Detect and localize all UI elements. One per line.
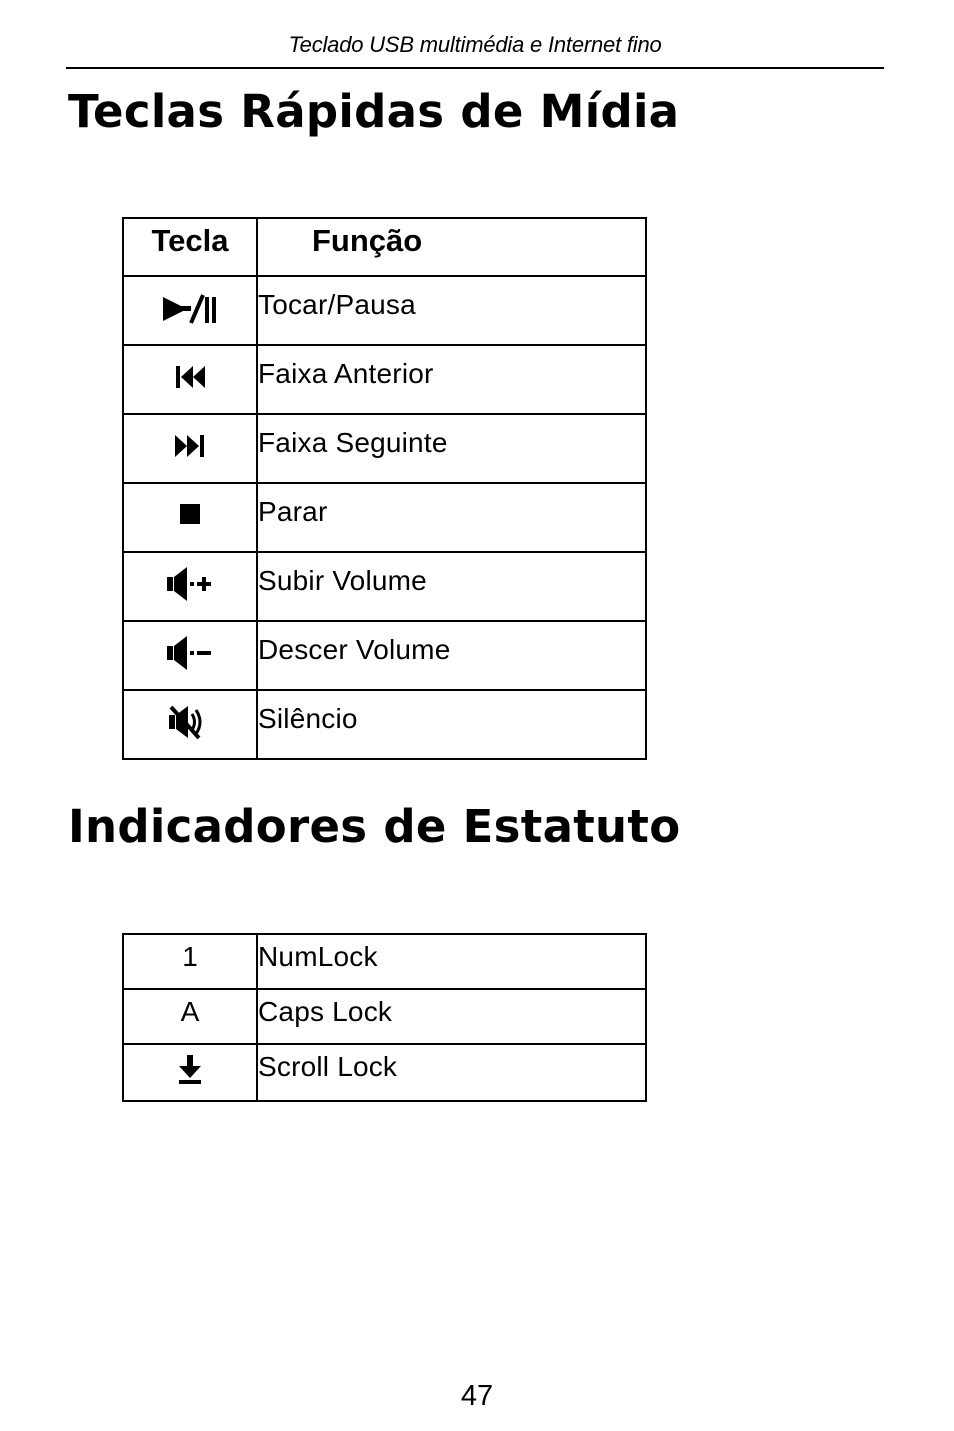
table-row xyxy=(123,690,646,759)
volume-up-icon xyxy=(165,553,215,615)
table-row xyxy=(123,552,646,621)
scroll-lock-icon xyxy=(170,1045,210,1095)
indicator-key: A xyxy=(123,989,257,1044)
column-header-function: Função xyxy=(257,218,646,276)
column-header-key: Tecla xyxy=(123,218,257,276)
function-label: Caps Lock xyxy=(257,989,646,1044)
function-label: Silêncio xyxy=(257,690,646,759)
function-label: Faixa Anterior xyxy=(257,345,646,414)
table-row xyxy=(123,989,646,1044)
table-row xyxy=(123,1044,646,1101)
volume-down-icon xyxy=(165,622,215,684)
table-row xyxy=(123,483,646,552)
header-rule xyxy=(66,67,884,69)
media-hotkeys-table xyxy=(122,217,647,760)
media-hotkeys-title: Teclas Rápidas de Mídia xyxy=(68,85,680,138)
function-label: Descer Volume xyxy=(257,621,646,690)
previous-track-icon xyxy=(170,346,210,408)
table-row xyxy=(123,276,646,345)
function-label: Subir Volume xyxy=(257,552,646,621)
table-row xyxy=(123,934,646,989)
function-label: Parar xyxy=(257,483,646,552)
running-header: Teclado USB multimédia e Internet fino xyxy=(288,32,662,57)
table-row xyxy=(123,621,646,690)
next-track-icon xyxy=(170,415,210,477)
stop-icon xyxy=(170,484,210,546)
status-indicators-table xyxy=(122,933,647,1102)
table-header-row xyxy=(123,218,646,276)
indicator-key: 1 xyxy=(123,934,257,989)
play-pause-icon xyxy=(161,277,219,343)
function-label: Tocar/Pausa xyxy=(257,276,646,345)
table-row xyxy=(123,414,646,483)
function-label: Scroll Lock xyxy=(257,1044,646,1101)
function-label: Faixa Seguinte xyxy=(257,414,646,483)
page-number: 47 xyxy=(460,1380,494,1412)
mute-icon xyxy=(165,691,215,753)
table-row xyxy=(123,345,646,414)
function-label: NumLock xyxy=(257,934,646,989)
status-indicators-title: Indicadores de Estatuto xyxy=(68,800,681,853)
